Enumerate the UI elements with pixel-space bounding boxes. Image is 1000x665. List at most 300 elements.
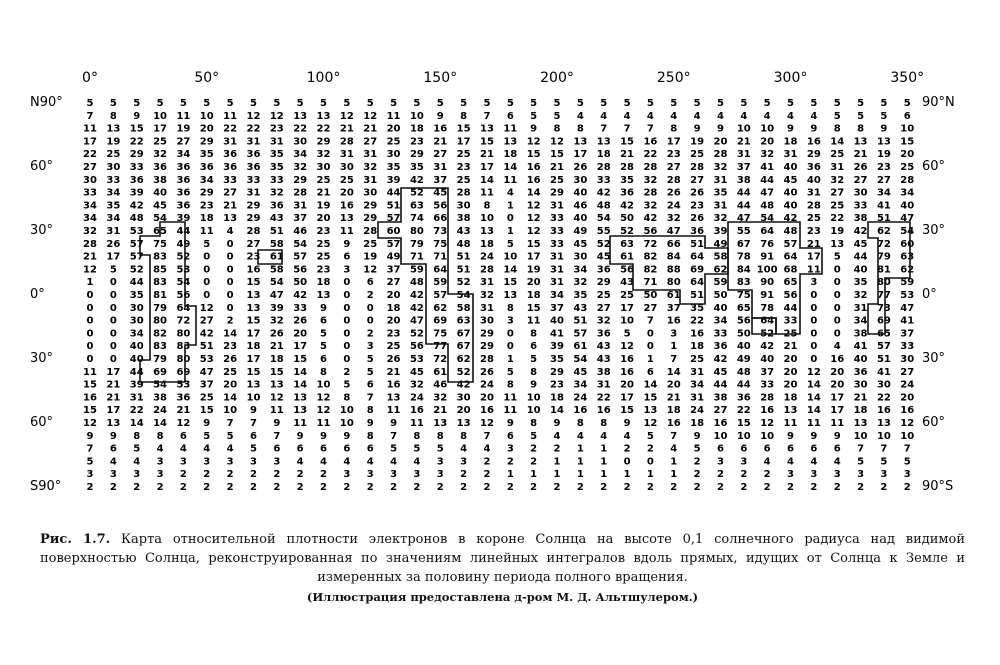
density-value: 38 — [736, 174, 751, 186]
density-value: 10 — [876, 430, 891, 442]
density-value: 2 — [787, 482, 794, 493]
density-value: 28 — [690, 162, 705, 173]
density-value: 52 — [129, 264, 144, 276]
density-value: 14 — [806, 392, 821, 404]
density-value: 8 — [460, 110, 468, 122]
density-value: 57 — [573, 328, 588, 340]
density-value: 52 — [409, 328, 424, 340]
density-value: 32 — [269, 315, 284, 327]
density-value: 5 — [530, 98, 538, 109]
density-value: 5 — [343, 98, 351, 109]
density-value: 4 — [226, 226, 234, 237]
density-value: 5 — [506, 98, 514, 109]
density-value: 13 — [246, 302, 261, 314]
density-value: 55 — [736, 226, 751, 237]
density-value: 0 — [343, 290, 351, 301]
density-value: 1 — [506, 469, 514, 481]
density-value: 23 — [690, 200, 705, 212]
density-value: 0 — [226, 277, 234, 289]
density-value: 2 — [343, 366, 351, 378]
density-value: 47 — [269, 290, 284, 301]
density-value: 31 — [690, 366, 705, 378]
density-value: 35 — [620, 174, 635, 186]
density-value: 53 — [176, 264, 191, 276]
density-value: 2 — [390, 482, 398, 493]
density-value: 53 — [199, 354, 214, 365]
density-value: 8 — [530, 366, 538, 378]
density-value: 6 — [273, 443, 281, 455]
density-value: 5 — [857, 456, 865, 468]
density-value: 2 — [179, 482, 187, 493]
density-value: 45 — [596, 251, 611, 263]
density-value: 40 — [573, 213, 588, 225]
density-value: 40 — [713, 302, 728, 314]
density-value: 6 — [343, 443, 351, 455]
density-value: 15 — [129, 123, 144, 135]
density-value: 10 — [316, 379, 331, 391]
density-value: 21 — [433, 136, 448, 148]
density-value: 49 — [713, 238, 728, 250]
density-value: 76 — [760, 238, 775, 250]
density-value: 12 — [199, 302, 214, 314]
density-value: 36 — [176, 392, 191, 404]
density-value: 18 — [316, 277, 331, 289]
density-value: 38 — [853, 213, 868, 225]
density-value: 14 — [293, 379, 308, 391]
density-value: 40 — [783, 187, 798, 199]
density-value: 13 — [246, 290, 261, 301]
density-value: 56 — [293, 264, 308, 276]
density-value: 59 — [713, 277, 728, 289]
density-value: 28 — [246, 226, 261, 237]
density-value: 83 — [153, 277, 168, 289]
density-value: 63 — [900, 251, 915, 263]
density-value: 14 — [153, 418, 168, 429]
density-value: 2 — [506, 456, 514, 468]
density-value: 16 — [620, 354, 635, 365]
density-value: 44 — [853, 251, 868, 263]
density-value: 4 — [553, 430, 561, 442]
density-value: 2 — [273, 482, 281, 493]
density-value: 23 — [246, 251, 261, 263]
density-value: 16 — [643, 136, 658, 148]
density-value: 3 — [343, 469, 351, 481]
density-value: 12 — [269, 392, 284, 404]
density-value: 72 — [176, 315, 191, 327]
density-value: 39 — [713, 226, 728, 237]
density-value: 4 — [670, 110, 678, 122]
density-value: 12 — [339, 110, 354, 122]
density-value: 81 — [876, 264, 891, 276]
density-value: 44 — [736, 379, 751, 391]
density-value: 66 — [433, 213, 448, 225]
density-value: 27 — [199, 315, 214, 327]
density-value: 12 — [176, 418, 191, 429]
density-value: 4 — [413, 456, 421, 468]
density-value: 5 — [249, 98, 257, 109]
density-value: 20 — [830, 366, 845, 378]
density-value: 0 — [810, 302, 818, 314]
density-value: 20 — [386, 123, 401, 135]
density-value: 31 — [830, 162, 845, 173]
density-value: 0 — [506, 341, 514, 353]
density-value: 5 — [86, 456, 94, 468]
density-value: 11 — [386, 405, 401, 417]
density-value: 8 — [670, 123, 678, 135]
density-value: 21 — [620, 149, 635, 161]
density-value: 45 — [409, 366, 424, 378]
density-value: 5 — [857, 110, 865, 122]
density-value: 25 — [316, 174, 331, 186]
density-value: 6 — [320, 354, 327, 365]
density-value: 13 — [596, 136, 611, 148]
density-value: 7 — [646, 315, 654, 327]
density-value: 2 — [226, 482, 234, 493]
density-value: 4 — [576, 110, 584, 122]
density-value: 57 — [783, 238, 798, 250]
density-value: 40 — [760, 354, 775, 365]
density-value: 0 — [366, 302, 374, 314]
density-value: 21 — [783, 341, 798, 353]
density-value: 79 — [876, 251, 891, 263]
density-value: 22 — [316, 123, 331, 135]
density-value: 32 — [573, 277, 588, 289]
density-value: 36 — [223, 162, 238, 173]
density-value: 54 — [900, 226, 915, 237]
density-value: 0 — [646, 328, 654, 340]
density-value: 34 — [83, 200, 97, 212]
density-value: 3 — [833, 469, 841, 481]
density-value: 20 — [479, 392, 494, 404]
density-value: 57 — [386, 213, 401, 225]
density-value: 8 — [109, 110, 117, 122]
density-value: 48 — [129, 213, 144, 225]
density-value: 17 — [456, 136, 471, 148]
density-value: 3 — [506, 443, 514, 455]
density-value: 20 — [293, 328, 308, 340]
density-value: 32 — [643, 200, 658, 212]
density-value: 5 — [530, 430, 538, 442]
density-value: 0 — [810, 315, 818, 327]
density-value: 2 — [366, 328, 374, 340]
density-value: 58 — [713, 251, 728, 263]
density-value: 75 — [433, 328, 448, 340]
density-value: 23 — [876, 162, 891, 173]
density-value: 26 — [269, 328, 284, 340]
density-value: 22 — [596, 392, 611, 404]
density-value: 26 — [690, 187, 705, 199]
density-value: 2 — [646, 443, 654, 455]
density-value: 20 — [223, 379, 238, 391]
density-value: 41 — [900, 315, 915, 327]
density-value: 2 — [249, 469, 257, 481]
density-value: 66 — [666, 238, 681, 250]
density-value: 51 — [573, 315, 588, 327]
density-value: 32 — [666, 213, 681, 225]
density-value: 46 — [573, 200, 588, 212]
density-value: 5 — [646, 430, 654, 442]
density-value: 5 — [320, 98, 327, 109]
density-value: 25 — [690, 354, 705, 365]
density-value: 12 — [83, 264, 97, 276]
density-value: 6 — [530, 341, 538, 353]
density-value: 33 — [783, 315, 798, 327]
density-value: 31 — [736, 149, 751, 161]
density-value: 9 — [833, 430, 841, 442]
density-value: 13 — [643, 405, 658, 417]
density-value: 5 — [203, 238, 211, 250]
density-value: 52 — [456, 366, 471, 378]
density-value: 28 — [363, 226, 378, 237]
density-value: 6 — [179, 430, 187, 442]
density-value: 44 — [386, 187, 401, 199]
density-value: 33 — [293, 302, 308, 314]
density-value: 3 — [857, 469, 865, 481]
density-value: 0 — [86, 302, 94, 314]
density-value: 6 — [109, 443, 117, 455]
density-value: 40 — [806, 174, 821, 186]
density-value: 0 — [810, 328, 818, 340]
density-value: 75 — [736, 290, 751, 301]
density-value: 80 — [876, 277, 891, 289]
density-value: 4 — [646, 110, 654, 122]
density-value: 25 — [316, 251, 331, 263]
density-value: 32 — [269, 187, 284, 199]
density-value: 37 — [900, 328, 915, 340]
density-value: 39 — [269, 302, 284, 314]
density-value: 19 — [876, 149, 891, 161]
density-value: 25 — [830, 149, 845, 161]
density-value: 6 — [366, 443, 374, 455]
longitude-label: 350° — [890, 70, 925, 86]
density-value: 15 — [246, 277, 261, 289]
density-value: 69 — [153, 366, 168, 378]
density-value: 34 — [176, 149, 191, 161]
density-value: 2 — [623, 482, 631, 493]
density-value: 9 — [716, 123, 724, 135]
density-value: 27 — [363, 136, 378, 148]
density-value: 13 — [876, 418, 891, 429]
density-value: 26 — [293, 315, 308, 327]
density-value: 16 — [760, 405, 775, 417]
density-value: 64 — [760, 226, 775, 237]
density-value: 26 — [853, 162, 868, 173]
density-value: 37 — [433, 174, 448, 186]
density-value: 42 — [409, 302, 424, 314]
density-value: 36 — [176, 200, 191, 212]
density-value: 17 — [620, 392, 635, 404]
density-value: 40 — [853, 264, 868, 276]
density-value: 40 — [550, 315, 564, 327]
density-value: 2 — [366, 290, 374, 301]
density-value: 42 — [129, 200, 144, 212]
density-value: 5 — [903, 98, 911, 109]
density-value: 35 — [550, 354, 564, 365]
density-value: 16 — [666, 418, 681, 429]
density-value: 25 — [456, 174, 471, 186]
density-value: 7 — [249, 418, 257, 429]
density-value: 21 — [176, 405, 191, 417]
density-value: 35 — [409, 162, 424, 173]
latitude-label-left: S90° — [30, 479, 62, 494]
density-value: 51 — [690, 238, 705, 250]
density-value: 14 — [479, 174, 494, 186]
density-value: 10 — [339, 405, 354, 417]
density-value: 11 — [806, 264, 821, 276]
density-value: 9 — [343, 238, 351, 250]
density-value: 1 — [576, 456, 584, 468]
density-value: 57 — [129, 251, 144, 263]
density-value: 20 — [783, 366, 798, 378]
density-value: 22 — [293, 123, 308, 135]
density-value: 74 — [409, 213, 424, 225]
density-value: 10 — [620, 315, 635, 327]
latitude-label-right: 60° — [922, 415, 946, 430]
density-value: 8 — [413, 430, 421, 442]
density-value: 18 — [409, 123, 424, 135]
density-value: 20 — [900, 149, 915, 161]
density-value: 52 — [409, 187, 424, 199]
density-value: 23 — [223, 341, 238, 353]
latitude-label-left: 60° — [30, 159, 54, 174]
density-value: 12 — [900, 418, 915, 429]
density-value: 73 — [433, 226, 448, 237]
density-value: 23 — [316, 264, 331, 276]
density-value: 65 — [736, 302, 751, 314]
density-value: 18 — [690, 341, 705, 353]
density-value: 32 — [316, 149, 331, 161]
density-value: 67 — [456, 328, 471, 340]
density-value: 25 — [596, 290, 611, 301]
density-value: 31 — [596, 379, 611, 391]
longitude-label: 150° — [423, 70, 458, 86]
density-value: 100 — [756, 264, 778, 276]
density-value: 38 — [456, 213, 471, 225]
density-value: 4 — [810, 110, 818, 122]
density-value: 42 — [293, 290, 308, 301]
density-value: 69 — [876, 315, 891, 327]
density-value: 0 — [810, 354, 818, 365]
density-value: 2 — [226, 469, 234, 481]
density-value: 50 — [293, 277, 308, 289]
density-value: 1 — [600, 456, 608, 468]
density-value: 13 — [783, 405, 798, 417]
density-value: 2 — [740, 469, 748, 481]
density-value: 12 — [316, 392, 331, 404]
density-value: 51 — [876, 354, 891, 365]
density-value: 1 — [553, 469, 561, 481]
density-value: 0 — [810, 341, 818, 353]
density-value: 42 — [596, 187, 611, 199]
density-value: 56 — [643, 226, 658, 237]
density-value: 16 — [526, 162, 541, 173]
density-value: 56 — [783, 290, 798, 301]
density-value: 15 — [736, 418, 751, 429]
density-value: 21 — [106, 392, 121, 404]
density-value: 4 — [787, 110, 794, 122]
density-value: 0 — [203, 251, 211, 263]
density-value: 3 — [156, 469, 164, 481]
density-value: 30 — [83, 174, 97, 186]
density-value: 9 — [436, 110, 444, 122]
density-value: 12 — [643, 418, 658, 429]
density-value: 32 — [433, 392, 448, 404]
density-value: 14 — [666, 366, 681, 378]
density-value: 31 — [223, 136, 238, 148]
density-value: 39 — [129, 187, 144, 199]
density-value: 54 — [760, 213, 775, 225]
density-value: 2 — [506, 482, 514, 493]
density-value: 63 — [409, 200, 424, 212]
density-value: 45 — [713, 366, 728, 378]
density-value: 61 — [666, 290, 681, 301]
density-value: 17 — [293, 341, 308, 353]
density-value: 9 — [203, 418, 211, 429]
density-value: 48 — [596, 200, 611, 212]
density-value: 14 — [526, 187, 541, 199]
density-value: 15 — [550, 149, 564, 161]
density-value: 57 — [293, 251, 308, 263]
density-value: 7 — [390, 430, 398, 442]
density-value: 34 — [550, 290, 564, 301]
density-value: 33 — [713, 328, 728, 340]
density-value: 7 — [646, 123, 654, 135]
density-value: 35 — [129, 290, 144, 301]
density-value: 9 — [320, 430, 327, 442]
density-value: 6 — [833, 443, 841, 455]
density-value: 36 — [620, 187, 635, 199]
density-value: 3 — [179, 456, 187, 468]
density-value: 2 — [413, 482, 421, 493]
density-value: 28 — [900, 174, 915, 186]
density-value: 5 — [413, 98, 421, 109]
density-value: 0 — [506, 213, 514, 225]
density-value: 11 — [830, 418, 845, 429]
density-value: 9 — [109, 430, 117, 442]
density-value: 34 — [106, 213, 121, 225]
density-value: 2 — [530, 443, 538, 455]
density-value: 15 — [526, 302, 541, 314]
density-value: 72 — [433, 354, 448, 365]
density-value: 49 — [736, 354, 751, 365]
density-value: 2 — [553, 443, 561, 455]
density-value: 47 — [199, 366, 214, 378]
density-value: 62 — [433, 302, 448, 314]
density-value: 8 — [506, 302, 514, 314]
density-value: 7 — [226, 418, 234, 429]
density-value: 80 — [176, 354, 191, 365]
density-value: 4 — [600, 430, 608, 442]
density-value: 27 — [853, 174, 868, 186]
density-value: 81 — [153, 290, 168, 301]
density-value: 35 — [269, 149, 284, 161]
density-value: 11 — [783, 418, 798, 429]
density-value: 12 — [316, 405, 331, 417]
density-value: 27 — [386, 277, 401, 289]
density-value: 56 — [736, 315, 751, 327]
density-value: 4 — [763, 110, 771, 122]
density-value: 80 — [153, 315, 168, 327]
density-value: 12 — [526, 200, 541, 212]
density-value: 9 — [787, 123, 794, 135]
density-value: 30 — [900, 354, 915, 365]
density-value: 34 — [900, 187, 915, 199]
density-value: 6 — [740, 443, 748, 455]
density-value: 9 — [880, 123, 888, 135]
density-value: 43 — [596, 354, 611, 365]
density-value: 37 — [199, 379, 214, 391]
density-value: 57 — [433, 290, 448, 301]
